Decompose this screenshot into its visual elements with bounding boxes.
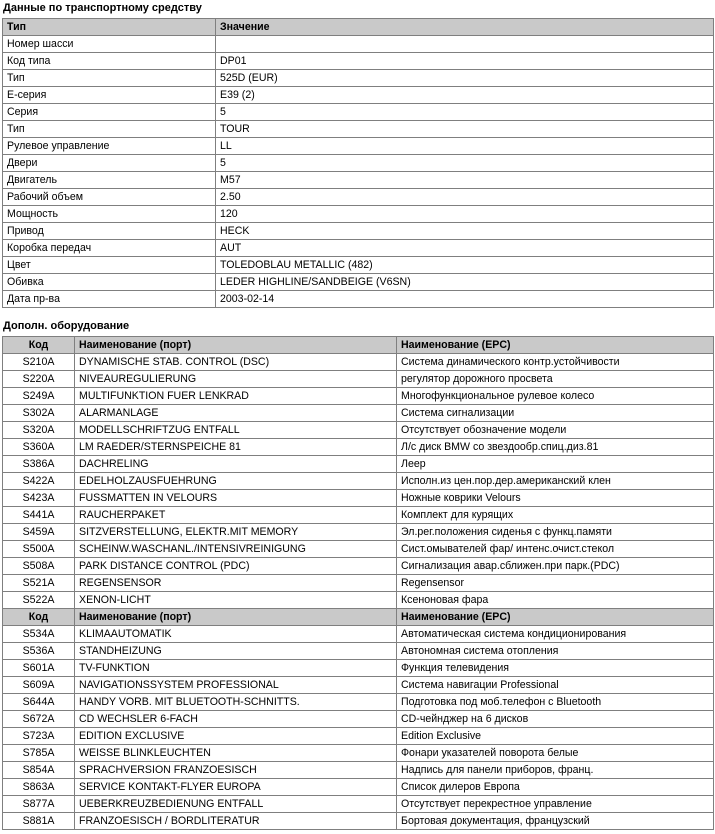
option-name-epc-cell: Автоматическая система кондиционирования <box>397 626 714 643</box>
option-code-cell: S877A <box>3 796 75 813</box>
option-code-cell: S386A <box>3 456 75 473</box>
row-type-cell: Рулевое управление <box>3 138 216 155</box>
equipment-table <box>2 336 714 830</box>
row-value-cell: 525D (EUR) <box>216 70 714 87</box>
table-row <box>3 694 714 711</box>
row-value-cell: 120 <box>216 206 714 223</box>
option-name-epc-cell: Отсутствует обозначение модели <box>397 422 714 439</box>
option-name-port-cell: SPRACHVERSION FRANZOESISCH <box>75 762 397 779</box>
row-type-cell: Коробка передач <box>3 240 216 257</box>
option-name-epc-cell: Л/с диск BMW со звездообр.спиц.диз.81 <box>397 439 714 456</box>
option-code-cell: S881A <box>3 813 75 830</box>
table-row <box>3 354 714 371</box>
row-value-cell: LEDER HIGHLINE/SANDBEIGE (V6SN) <box>216 274 714 291</box>
option-name-port-cell: SERVICE KONTAKT-FLYER EUROPA <box>75 779 397 796</box>
option-name-epc-cell: Edition Exclusive <box>397 728 714 745</box>
row-type-cell: Код типа <box>3 53 216 70</box>
option-code-cell: S441A <box>3 507 75 524</box>
option-code-cell: S536A <box>3 643 75 660</box>
option-name-epc-cell: Система сигнализации <box>397 405 714 422</box>
column-header-name-epc: Наименование (EPC) <box>397 609 714 626</box>
option-name-epc-cell: Сигнализация авар.сближен.при парк.(PDC) <box>397 558 714 575</box>
table-row <box>3 813 714 830</box>
option-name-port-cell: SCHEINW.WASCHANL./INTENSIVREINIGUNG <box>75 541 397 558</box>
option-name-port-cell: HANDY VORB. MIT BLUETOOTH-SCHNITTS. <box>75 694 397 711</box>
option-name-epc-cell: регулятор дорожного просвета <box>397 371 714 388</box>
table-row <box>3 558 714 575</box>
option-name-epc-cell: Многофункциональное рулевое колесо <box>397 388 714 405</box>
row-type-cell: Номер шасси <box>3 36 216 53</box>
option-name-epc-cell: Отсутствует перекрестное управление <box>397 796 714 813</box>
table-row <box>3 711 714 728</box>
row-type-cell: Тип <box>3 121 216 138</box>
option-name-epc-cell: Система навигации Professional <box>397 677 714 694</box>
row-value-cell: 2.50 <box>216 189 714 206</box>
row-value-cell: AUT <box>216 240 714 257</box>
option-code-cell: S320A <box>3 422 75 439</box>
table-header-row <box>3 337 714 354</box>
table-row <box>3 223 714 240</box>
table-row <box>3 643 714 660</box>
row-value-cell: 5 <box>216 104 714 121</box>
option-name-port-cell: DYNAMISCHE STAB. CONTROL (DSC) <box>75 354 397 371</box>
table-row <box>3 592 714 609</box>
column-header-type: Тип <box>3 19 216 36</box>
row-value-cell: TOUR <box>216 121 714 138</box>
option-name-port-cell: RAUCHERPAKET <box>75 507 397 524</box>
option-code-cell: S522A <box>3 592 75 609</box>
table-row <box>3 371 714 388</box>
column-header-code: Код <box>3 609 75 626</box>
column-header-name-epc: Наименование (EPC) <box>397 337 714 354</box>
option-name-epc-cell: Ксеноновая фара <box>397 592 714 609</box>
option-name-port-cell: STANDHEIZUNG <box>75 643 397 660</box>
equipment-title: Дополн. оборудование <box>3 320 130 332</box>
table-row <box>3 524 714 541</box>
table-header-row <box>3 19 714 36</box>
column-header-name-port: Наименование (порт) <box>75 337 397 354</box>
row-type-cell: Рабочий объем <box>3 189 216 206</box>
row-value-cell: 5 <box>216 155 714 172</box>
option-code-cell: S459A <box>3 524 75 541</box>
option-name-epc-cell: Система динамического контр.устойчивости <box>397 354 714 371</box>
row-value-cell: LL <box>216 138 714 155</box>
table-row <box>3 762 714 779</box>
option-name-epc-cell: Список дилеров Европа <box>397 779 714 796</box>
table-row <box>3 745 714 762</box>
option-name-port-cell: LM RAEDER/STERNSPEICHE 81 <box>75 439 397 456</box>
table-row <box>3 172 714 189</box>
option-name-port-cell: FUSSMATTEN IN VELOURS <box>75 490 397 507</box>
option-name-port-cell: TV-FUNKTION <box>75 660 397 677</box>
option-name-epc-cell: Леер <box>397 456 714 473</box>
option-code-cell: S672A <box>3 711 75 728</box>
table-row <box>3 291 714 308</box>
table-row <box>3 104 714 121</box>
column-header-value: Значение <box>216 19 714 36</box>
option-name-port-cell: KLIMAAUTOMATIK <box>75 626 397 643</box>
table-row <box>3 456 714 473</box>
table-row <box>3 53 714 70</box>
option-code-cell: S249A <box>3 388 75 405</box>
table-row <box>3 660 714 677</box>
table-row <box>3 405 714 422</box>
option-name-port-cell: MULTIFUNKTION FUER LENKRAD <box>75 388 397 405</box>
option-name-epc-cell: Исполн.из цен.пор.дер.американский клен <box>397 473 714 490</box>
option-code-cell: S644A <box>3 694 75 711</box>
column-header-code: Код <box>3 337 75 354</box>
row-value-cell <box>216 36 714 53</box>
table-row <box>3 121 714 138</box>
table-row <box>3 677 714 694</box>
option-code-cell: S854A <box>3 762 75 779</box>
table-row <box>3 388 714 405</box>
option-name-port-cell: XENON-LICHT <box>75 592 397 609</box>
option-name-epc-cell: CD-чейнджер на 6 дисков <box>397 711 714 728</box>
column-header-name-port: Наименование (порт) <box>75 609 397 626</box>
row-value-cell: M57 <box>216 172 714 189</box>
option-code-cell: S785A <box>3 745 75 762</box>
option-name-epc-cell: Бортовая документация, французский <box>397 813 714 830</box>
option-name-port-cell: DACHRELING <box>75 456 397 473</box>
option-code-cell: S601A <box>3 660 75 677</box>
option-name-port-cell: CD WECHSLER 6-FACH <box>75 711 397 728</box>
row-type-cell: Цвет <box>3 257 216 274</box>
option-code-cell: S422A <box>3 473 75 490</box>
row-type-cell: Тип <box>3 70 216 87</box>
option-code-cell: S500A <box>3 541 75 558</box>
option-name-port-cell: EDELHOLZAUSFUEHRUNG <box>75 473 397 490</box>
row-type-cell: Привод <box>3 223 216 240</box>
option-name-epc-cell: Ножные коврики Velours <box>397 490 714 507</box>
option-code-cell: S534A <box>3 626 75 643</box>
table-row <box>3 257 714 274</box>
row-type-cell: E-серия <box>3 87 216 104</box>
table-row <box>3 206 714 223</box>
option-code-cell: S723A <box>3 728 75 745</box>
option-name-port-cell: PARK DISTANCE CONTROL (PDC) <box>75 558 397 575</box>
row-value-cell: E39 (2) <box>216 87 714 104</box>
option-name-epc-cell: Автономная система отопления <box>397 643 714 660</box>
option-name-port-cell: FRANZOESISCH / BORDLITERATUR <box>75 813 397 830</box>
table-row <box>3 240 714 257</box>
table-row <box>3 87 714 104</box>
table-row <box>3 439 714 456</box>
table-row <box>3 473 714 490</box>
table-row <box>3 36 714 53</box>
option-name-epc-cell: Regensensor <box>397 575 714 592</box>
table-header-row-repeat <box>3 609 714 626</box>
table-row <box>3 155 714 172</box>
table-row <box>3 728 714 745</box>
option-name-epc-cell: Надпись для панели приборов, франц. <box>397 762 714 779</box>
option-name-port-cell: MODELLSCHRIFTZUG ENTFALL <box>75 422 397 439</box>
option-code-cell: S210A <box>3 354 75 371</box>
row-value-cell: TOLEDOBLAU METALLIC (482) <box>216 257 714 274</box>
table-row <box>3 70 714 87</box>
option-name-port-cell: NAVIGATIONSSYSTEM PROFESSIONAL <box>75 677 397 694</box>
vehicle-data-title: Данные по транспортному средству <box>3 2 202 14</box>
option-name-port-cell: NIVEAUREGULIERUNG <box>75 371 397 388</box>
option-name-epc-cell: Функция телевидения <box>397 660 714 677</box>
table-row <box>3 138 714 155</box>
option-name-epc-cell: Комплект для курящих <box>397 507 714 524</box>
option-name-port-cell: ALARMANLAGE <box>75 405 397 422</box>
option-code-cell: S609A <box>3 677 75 694</box>
table-row <box>3 796 714 813</box>
option-code-cell: S360A <box>3 439 75 456</box>
row-type-cell: Мощность <box>3 206 216 223</box>
row-type-cell: Дата пр-ва <box>3 291 216 308</box>
row-value-cell: 2003-02-14 <box>216 291 714 308</box>
option-name-port-cell: REGENSENSOR <box>75 575 397 592</box>
vehicle-data-table <box>2 18 714 308</box>
table-row <box>3 507 714 524</box>
option-code-cell: S521A <box>3 575 75 592</box>
option-name-port-cell: EDITION EXCLUSIVE <box>75 728 397 745</box>
row-type-cell: Двигатель <box>3 172 216 189</box>
table-row <box>3 779 714 796</box>
table-row <box>3 490 714 507</box>
option-name-port-cell: WEISSE BLINKLEUCHTEN <box>75 745 397 762</box>
option-code-cell: S423A <box>3 490 75 507</box>
option-name-epc-cell: Эл.рег.положения сиденья с функц.памяти <box>397 524 714 541</box>
option-name-port-cell: UEBERKREUZBEDIENUNG ENTFALL <box>75 796 397 813</box>
table-row <box>3 274 714 291</box>
table-row <box>3 626 714 643</box>
option-name-epc-cell: Фонари указателей поворота белые <box>397 745 714 762</box>
table-row <box>3 189 714 206</box>
option-code-cell: S302A <box>3 405 75 422</box>
row-value-cell: HECK <box>216 223 714 240</box>
option-name-epc-cell: Сист.омывателей фар/ интенс.очист.стекол <box>397 541 714 558</box>
option-name-port-cell: SITZVERSTELLUNG, ELEKTR.MIT MEMORY <box>75 524 397 541</box>
option-code-cell: S220A <box>3 371 75 388</box>
row-type-cell: Обивка <box>3 274 216 291</box>
row-type-cell: Двери <box>3 155 216 172</box>
row-type-cell: Серия <box>3 104 216 121</box>
option-name-epc-cell: Подготовка под моб.телефон с Bluetooth <box>397 694 714 711</box>
table-row <box>3 422 714 439</box>
table-row <box>3 575 714 592</box>
option-code-cell: S863A <box>3 779 75 796</box>
table-row <box>3 541 714 558</box>
option-code-cell: S508A <box>3 558 75 575</box>
row-value-cell: DP01 <box>216 53 714 70</box>
